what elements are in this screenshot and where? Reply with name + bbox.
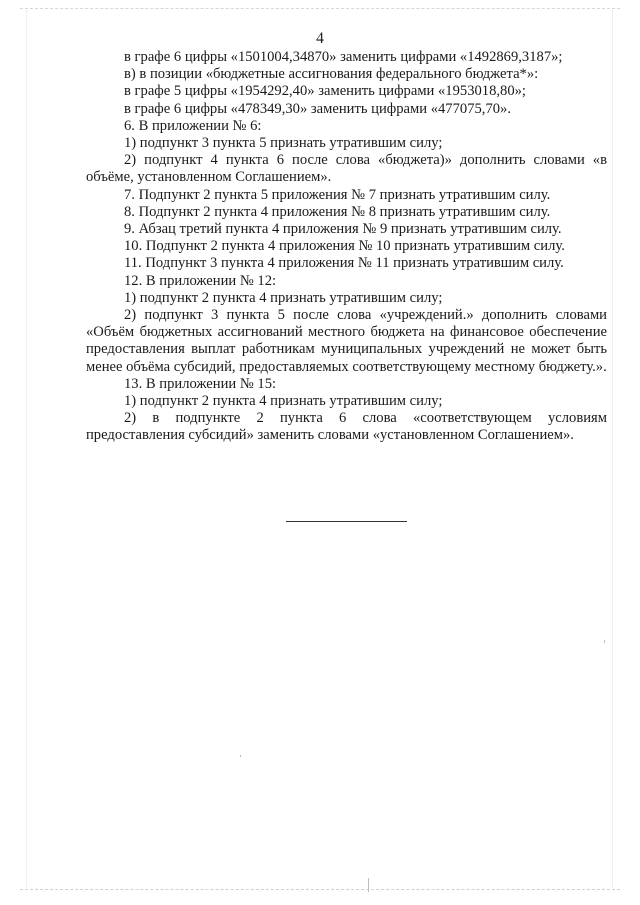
- paragraph: в графе 6 цифры «1501004,34870» заменить цифрами «1492869,3187»;: [124, 49, 563, 65]
- paragraph: 8. Подпункт 2 пункта 4 приложения № 8 признать утратившим силу.: [124, 203, 551, 220]
- paragraph: 2) подпункт 4 пункта 6 после слова «бюджета)» дополнить словами «в объёме, установленном Соглашением».: [86, 152, 607, 186]
- end-divider: [286, 521, 407, 522]
- paragraph: 2) в подпункте 2 пункта 6 слова «соответствующем условиям предоставления субсидий» заменить словами «установленном Соглашением».: [86, 410, 607, 444]
- paragraph: 9. Абзац третий пункта 4 приложения № 9 признать утратившим силу.: [124, 221, 562, 238]
- paragraph: 1) подпункт 2 пункта 4 признать утратившим силу;: [124, 393, 443, 410]
- paragraph: 6. В приложении № 6:: [124, 117, 262, 134]
- page-number: 4: [316, 30, 324, 47]
- document-body: [86, 49, 607, 445]
- paragraph: в графе 6 цифры «478349,30» заменить цифрами «477075,70».: [124, 100, 511, 117]
- paragraph: 13. В приложении № 15:: [124, 375, 277, 392]
- scan-edge-bottom: [20, 889, 620, 890]
- paragraph: 2) подпункт 3 пункта 5 после слова «учреждений.» дополнить словами «Объём бюджетных ассигнований местного бюджета на финансовое обеспечение предоставления выплат работникам муниципальных учреждений не может быть менее объёма субсидий, предоставляемых соответствующему местному бюджету.».: [86, 307, 607, 375]
- paragraph: 1) подпункт 3 пункта 5 признать утратившим силу;: [124, 135, 443, 152]
- scan-speck: [604, 640, 605, 643]
- paragraph: 1) подпункт 2 пункта 4 признать утратившим силу;: [124, 289, 443, 306]
- paragraph: 10. Подпункт 2 пункта 4 приложения № 10 признать утратившим силу.: [124, 238, 565, 255]
- scan-speck: [240, 755, 241, 757]
- scan-edge-top: [20, 8, 620, 9]
- paragraph: в) в позиции «бюджетные ассигнования федерального бюджета*»:: [124, 66, 539, 83]
- scan-edge-left: [26, 10, 27, 890]
- paragraph: в графе 5 цифры «1954292,40» заменить цифрами «1953018,80»;: [124, 83, 526, 100]
- paragraph: 7. Подпункт 2 пункта 5 приложения № 7 признать утратившим силу.: [124, 186, 551, 203]
- paragraph: 12. В приложении № 12:: [124, 272, 277, 289]
- scan-edge-right: [612, 10, 613, 890]
- scan-speck: [368, 878, 369, 892]
- paragraph: 11. Подпункт 3 пункта 4 приложения № 11 признать утратившим силу.: [124, 255, 564, 272]
